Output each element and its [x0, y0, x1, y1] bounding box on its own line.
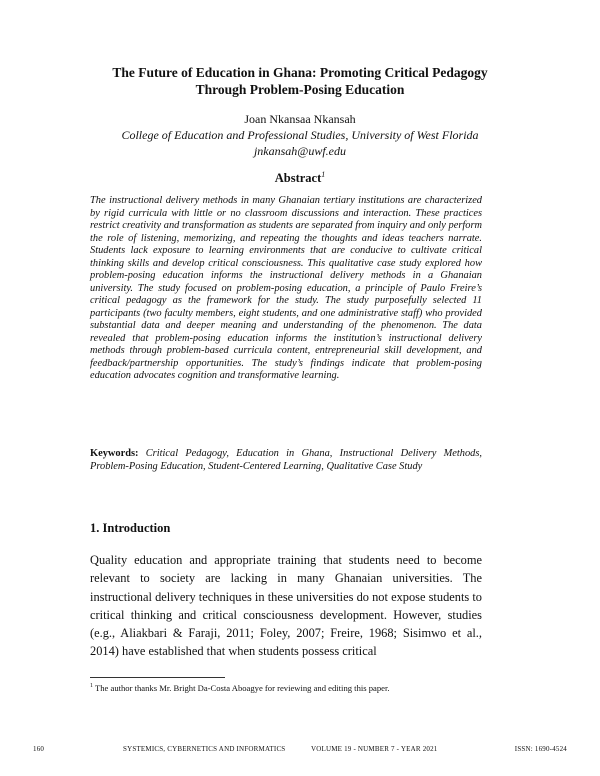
- footer-issn: ISSN: 1690-4524: [514, 745, 567, 753]
- footnote: [90, 681, 490, 694]
- introduction-paragraph: Quality education and appropriate training that students need to become relevant to society are lacking in many Ghanaian universities. The instructional delivery techniques in these universities do not expose students to critical thinking and critical consciousness development. However, studies (e.g., Aliakbari & Faraji, 2011; Foley, 2007; Freire, 1968; Sisimwo et al., 2014) have established that when students possess critical: [90, 553, 482, 659]
- keywords-text: Critical Pedagogy, Education in Ghana, Instructional Delivery Methods, Problem-Posing Education, Student-Centered Learning, Qualitative Case Study: [90, 448, 482, 472]
- title-line-1: The Future of Education in Ghana: Promoting Critical Pedagogy: [112, 65, 488, 80]
- keywords-label: Keywords:: [90, 448, 139, 459]
- footer-page-number: 160: [33, 745, 45, 753]
- author-email: jnkansah@uwf.edu: [253, 144, 347, 158]
- section-heading-introduction: 1. Introduction: [90, 521, 171, 535]
- title-line-2: Through Problem-Posing Education: [195, 82, 405, 97]
- footnote-text: The author thanks Mr. Bright Da-Costa Aboagye for reviewing and editing this paper.: [93, 682, 390, 693]
- abstract-heading-text: Abstract: [274, 171, 322, 186]
- abstract-text: The instructional delivery methods in many Ghanaian tertiary institutions are characterized by rigid curricula with little or no classroom discussions and interaction. These practices restrict creativity and transformation as students are separated from inquiry and only perform the role of listening, memorizing, and repeating the thoughts and ideas teachers narrate. Students lack exposure to learning environments that are conducive to cultivate critical thinking skills and develop critical consciousness. This qualitative case study explored how problem-posing education informs the instructional delivery methods in a Ghanaian university. The study focused on problem-posing education, a principle of Paulo Freire’s critical pedagogy as the framework for the study. The study purposefully selected 11 participants (two faculty members, eight students, and one administrative staff) who provided substantial data and deeper meaning and understanding of the phenomenon. The data revealed that problem-posing education informs the institution’s instructional delivery methods through problem-based curricula content, entrepreneurial skill development, and feedback/partnership opportunities. The study’s findings indicate that problem-posing education advocates cognition and transformative learning.: [90, 195, 482, 381]
- footer-volume-info: VOLUME 19 - NUMBER 7 - YEAR 2021: [311, 745, 438, 753]
- footnote-mark: 1: [90, 683, 93, 689]
- footnote-divider: [90, 677, 225, 678]
- author-affiliation: College of Education and Professional Studies, University of West Florida: [121, 128, 479, 142]
- author-name: Joan Nkansaa Nkansah: [244, 112, 356, 126]
- abstract-footnote-mark: 1: [321, 170, 326, 179]
- footer-journal-name: SYSTEMICS, CYBERNETICS AND INFORMATICS: [123, 745, 286, 753]
- keywords: [90, 448, 482, 473]
- abstract-heading: [60, 170, 540, 186]
- paper-title: [60, 64, 540, 98]
- author-block: [60, 111, 540, 159]
